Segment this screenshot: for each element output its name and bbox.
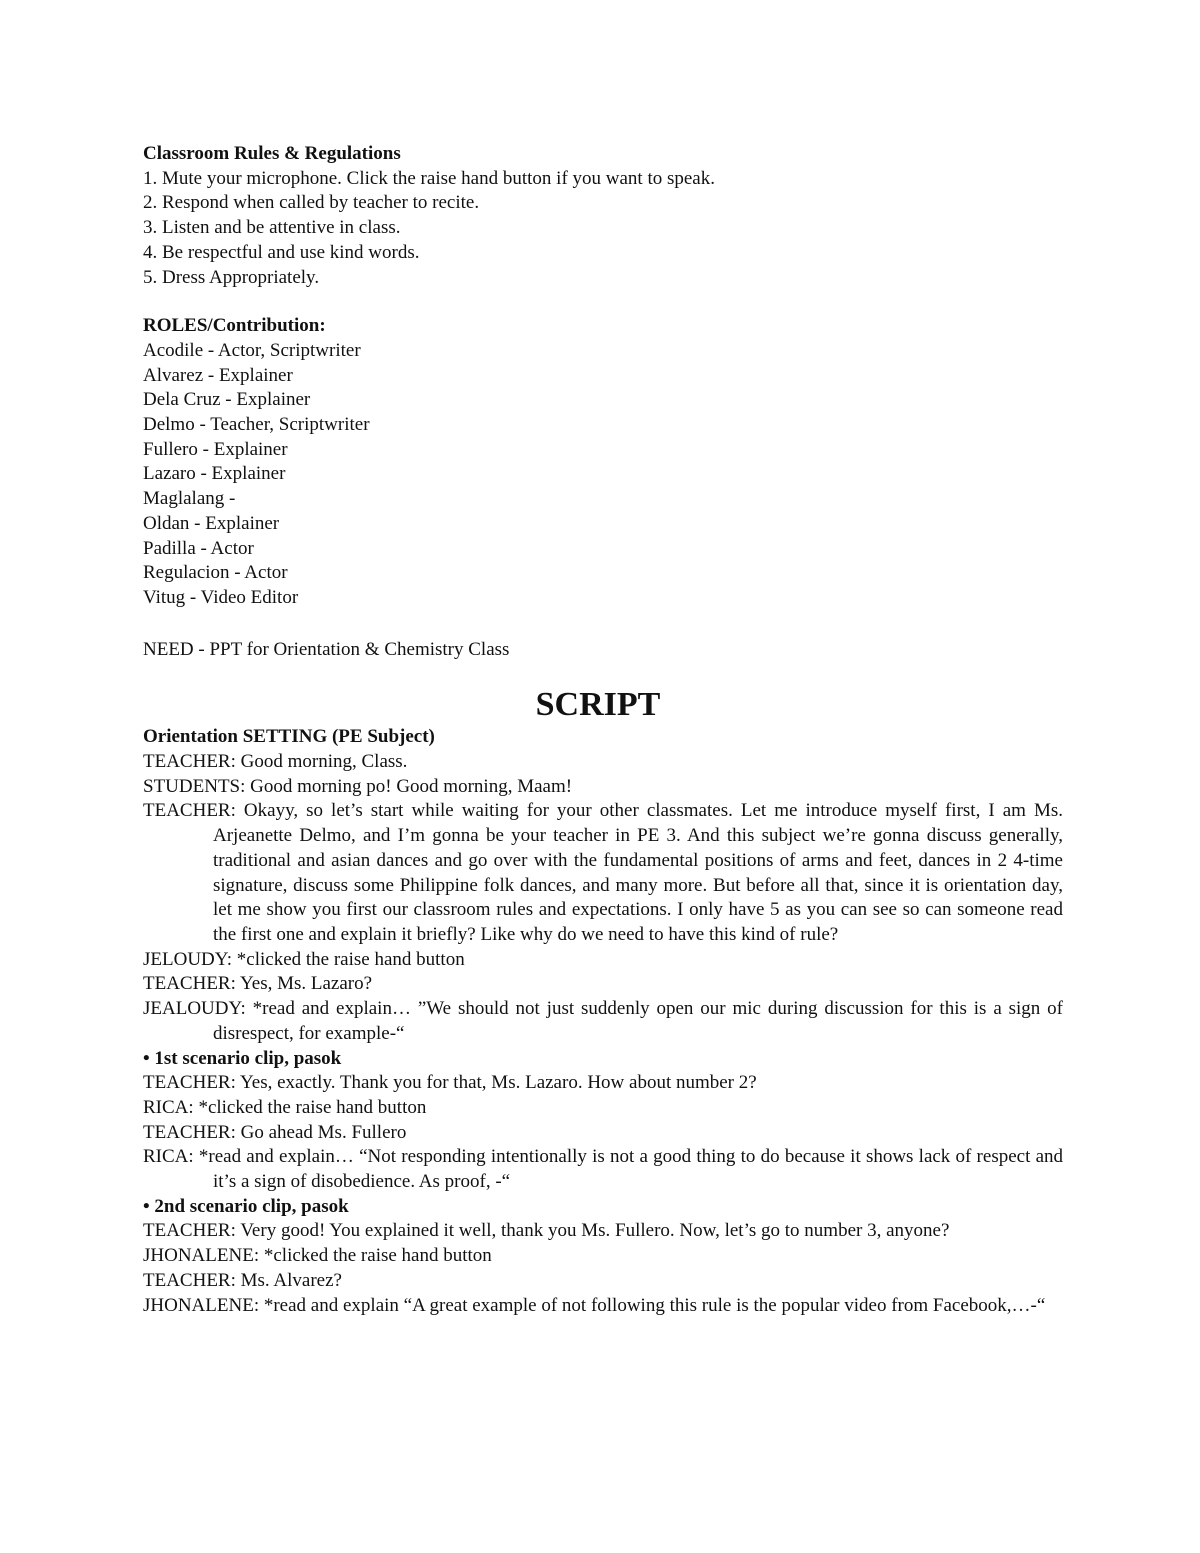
- dialog-text: Ms. Alvarez?: [240, 1269, 342, 1291]
- speaker-name: RICA:: [143, 1096, 194, 1118]
- rule-item: 4. Be respectful and use kind words.: [143, 241, 420, 263]
- speaker-name: TEACHER:: [143, 1072, 236, 1094]
- dialog-line: [143, 1244, 1063, 1269]
- dialog-line: [143, 1096, 1063, 1121]
- dialog-line: [143, 750, 1063, 775]
- spacer: [143, 611, 1063, 638]
- dialog-line: [143, 799, 1063, 947]
- dialog-line: [143, 775, 1063, 800]
- dialog-text: Okayy, so let’s start while waiting for your other classmates. Let me introduce myself first, I am Ms. Arjeanette Delmo, and I’m gonna be your teacher in PE 3. And this subject we’re gonna discuss generally, traditional and asian dances and go over with the fundamental positions of arms and feet, dances in 2 4-time signature, discuss some Philippine folk dances, and many more. But before all that, since it is orientation day, let me show you first our classroom rules and expectations. I only have 5 as you can see so can someone read the first one and explain it briefly? Like why do we need to have this kind of rule?: [213, 800, 1063, 945]
- dialog-line: [143, 997, 1063, 1046]
- dialog-line: [143, 1145, 1063, 1194]
- dialog-text: Go ahead Ms. Fullero: [240, 1121, 407, 1143]
- roles-heading: ROLES/Contribution:: [143, 315, 326, 337]
- script-title: SCRIPT: [535, 686, 661, 724]
- dialog-text: *read and explain “A great example of not following this rule is the popular video from Facebook,…-“: [263, 1294, 1046, 1316]
- dialog-line: [143, 1121, 1063, 1146]
- speaker-name: STUDENTS:: [143, 775, 246, 797]
- role-item: Vitug - Video Editor: [143, 586, 299, 608]
- rules-heading: Classroom Rules & Regulations: [143, 143, 401, 164]
- role-item: Lazaro - Explainer: [143, 463, 286, 485]
- dialog-text: *clicked the raise hand button: [198, 1096, 427, 1118]
- spacer: [143, 290, 1063, 314]
- script-setting: Orientation SETTING (PE Subject): [143, 726, 435, 748]
- rule-item: 3. Listen and be attentive in class.: [143, 217, 401, 239]
- speaker-name: JELOUDY:: [143, 948, 233, 970]
- rule-item: 2. Respond when called by teacher to recite.: [143, 192, 480, 214]
- role-item: Delmo - Teacher, Scriptwriter: [143, 414, 370, 436]
- dialog-line: [143, 1269, 1063, 1294]
- dialog-text: Yes, exactly. Thank you for that, Ms. Lazaro. How about number 2?: [239, 1072, 757, 1094]
- document-page: [143, 142, 1063, 1318]
- rule-item: 1. Mute your microphone. Click the raise hand button if you want to speak.: [143, 167, 715, 189]
- speaker-name: TEACHER:: [143, 973, 236, 995]
- role-item: Dela Cruz - Explainer: [143, 389, 311, 411]
- role-item: Acodile - Actor, Scriptwriter: [143, 339, 361, 361]
- speaker-name: TEACHER:: [143, 1121, 236, 1143]
- dialog-line: [143, 1294, 1063, 1319]
- script-body: [143, 750, 1063, 1318]
- need-note: NEED - PPT for Orientation & Chemistry Class: [143, 638, 510, 660]
- speaker-name: JHONALENE:: [143, 1245, 260, 1267]
- speaker-name: TEACHER:: [143, 751, 236, 773]
- dialog-text: Yes, Ms. Lazaro?: [239, 973, 373, 995]
- speaker-name: TEACHER:: [143, 1269, 236, 1291]
- dialog-text: *clicked the raise hand button: [263, 1245, 492, 1267]
- speaker-name: TEACHER:: [143, 800, 236, 822]
- dialog-text: *read and explain… “Not responding intentionally is not a good thing to do because it shows lack of respect and it’s a sign of disobedience. As proof, -“: [198, 1146, 1064, 1193]
- speaker-name: JHONALENE:: [143, 1294, 260, 1316]
- dialog-text: Good morning po! Good morning, Maam!: [250, 775, 573, 797]
- role-item: Alvarez - Explainer: [143, 364, 293, 386]
- role-item: Padilla - Actor: [143, 537, 254, 559]
- rule-item: 5. Dress Appropriately.: [143, 266, 320, 288]
- role-item: Oldan - Explainer: [143, 512, 280, 534]
- dialog-line: [143, 948, 1063, 973]
- scenario-cue: • 2nd scenario clip, pasok: [143, 1195, 349, 1217]
- role-item: Regulacion - Actor: [143, 562, 288, 584]
- dialog-text: Very good! You explained it well, thank you Ms. Fullero. Now, let’s go to number 3, anyone?: [240, 1220, 950, 1242]
- dialog-text: Good morning, Class.: [240, 751, 408, 773]
- dialog-text: *read and explain… ”We should not just suddenly open our mic during discussion for this is a sign of disrespect, for example-“: [213, 998, 1063, 1044]
- speaker-name: JEALOUDY:: [143, 998, 246, 1020]
- dialog-line: [143, 972, 1063, 997]
- dialog-line: [143, 1071, 1063, 1096]
- speaker-name: TEACHER:: [143, 1220, 236, 1242]
- dialog-text: *clicked the raise hand button: [236, 948, 465, 970]
- role-item: Maglalang -: [143, 488, 236, 510]
- dialog-line: [143, 1219, 1063, 1244]
- speaker-name: RICA:: [143, 1146, 194, 1168]
- scenario-cue: • 1st scenario clip, pasok: [143, 1047, 342, 1069]
- role-item: Fullero - Explainer: [143, 438, 288, 460]
